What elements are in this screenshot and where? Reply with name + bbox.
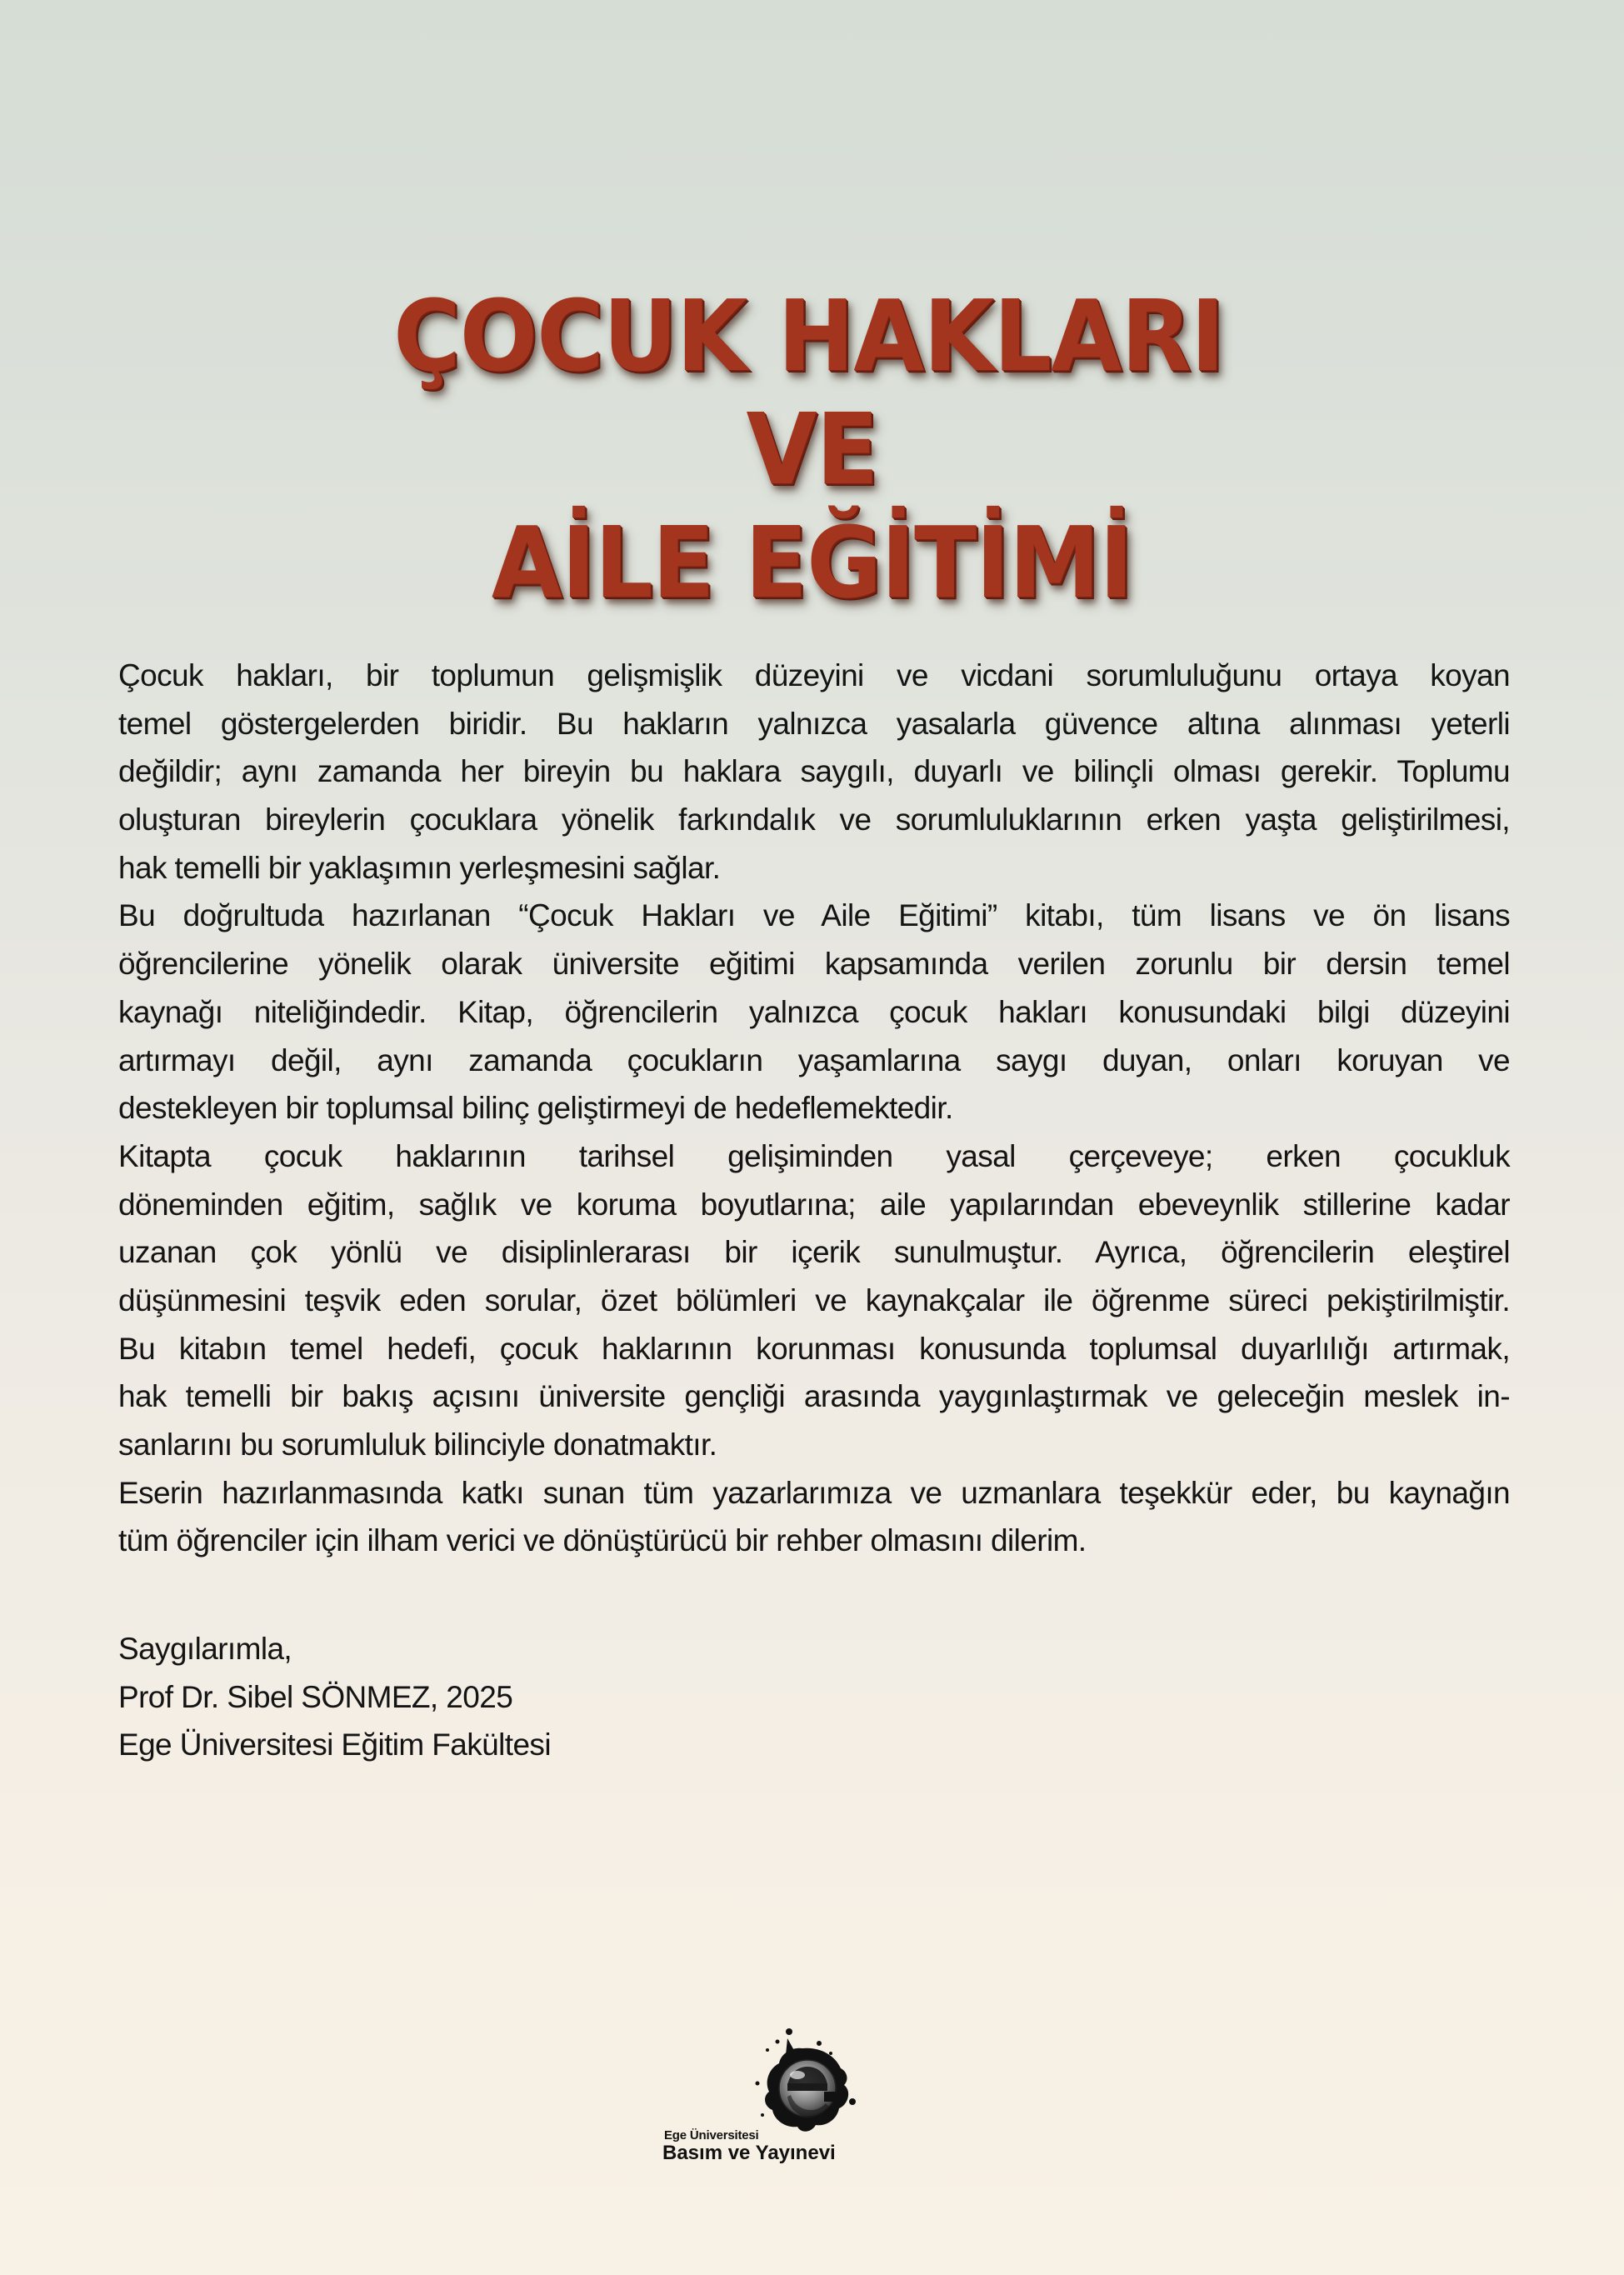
text-line: oluşturan bireylerin çocuklara yönelik farkındalık ve sorumluluklarının erken yaşta geliştirilmesi, — [118, 802, 1510, 838]
book-title — [0, 279, 1624, 619]
text-line: Eserin hazırlanmasında katkı sunan tüm yazarlarımıza ve uzmanlara teşekkür eder, bu kaynağın — [118, 1475, 1510, 1510]
title-line-2: VE — [746, 392, 878, 507]
foreword-body — [118, 652, 1510, 1565]
text-line: Çocuk hakları, bir toplumun gelişmişlik düzeyini ve vicdani sorumluluğunu ortaya koyan — [118, 658, 1510, 692]
paragraph-3 — [118, 1132, 1510, 1325]
text-line: hak temelli bir bakış açısını üniversite gençliği arasında yaygınlaştırmak ve geleceğin meslek in- — [118, 1379, 1510, 1414]
text-line: döneminden eğitim, sağlık ve koruma boyutlarına; aile yapılarından ebeveynlik stillerine kadar — [118, 1187, 1510, 1222]
title-line-3: AİLE EĞİTİMİ — [491, 505, 1133, 620]
text-line: kaynağı niteliğindedir. Kitap, öğrencilerin yalnızca çocuk hakları konusundaki bilgi düzeyini — [118, 994, 1510, 1029]
text-line: hak temelli bir yaklaşımın yerleşmesini sağlar. — [118, 850, 721, 885]
paragraph-4 — [118, 1325, 1510, 1469]
text-line: Kitapta çocuk haklarının tarihsel gelişiminden yasal çerçeveye; erken çocukluk — [118, 1138, 1510, 1173]
text-line: Bu doğrultuda hazırlanan “Çocuk Hakları ve Aile Eğitimi” kitabı, tüm lisans ve ön lisans — [118, 898, 1510, 933]
text-line: sanlarını bu sorumluluk bilinciyle donatmaktır. — [118, 1428, 717, 1462]
text-line: düşünmesini teşvik eden sorular, özet bölümleri ve kaynakçalar ile öğrenme süreci pekiştirilmiştir. — [118, 1282, 1510, 1318]
text-line: destekleyen bir toplumsal bilinç geliştirmeyi de hedeflemektedir. — [118, 1091, 953, 1126]
text-line: öğrencilerine yönelik olarak üniversite eğitimi kapsamında verilen zorunlu bir dersin temel — [118, 947, 1510, 982]
text-line: temel göstergelerden biridir. Bu hakların yalnızca yasalarla güvence altına alınması yeterli — [118, 706, 1510, 741]
paragraph-1 — [118, 652, 1510, 892]
closing-salutation: Saygılarımla, — [118, 1632, 292, 1666]
publisher-university-name: Ege Üniversitesi — [664, 2128, 759, 2142]
author-name: Prof Dr. Sibel SÖNMEZ, 2025 — [118, 1679, 513, 1714]
ink-splash-e-icon — [737, 2025, 862, 2142]
text-line: uzanan çok yönlü ve disiplinlerarası bir içerik sunulmuştur. Ayrıca, öğrencilerin eleştirel — [118, 1235, 1510, 1270]
signature-block — [118, 1625, 551, 1769]
author-affiliation: Ege Üniversitesi Eğitim Fakültesi — [118, 1728, 551, 1762]
publisher-name: Basım ve Yayınevi — [662, 2142, 836, 2164]
text-line: artırmayı değil, aynı zamanda çocukların yaşamlarına saygı duyan, onları koruyan ve — [118, 1042, 1510, 1078]
text-line: Bu kitabın temel hedefi, çocuk haklarının korunması konusunda toplumsal duyarlılığı artırmak, — [118, 1331, 1510, 1366]
publisher-logo — [658, 2017, 875, 2167]
text-line: değildir; aynı zamanda her bireyin bu haklara saygılı, duyarlı ve bilinçli olması gerekir. Toplumu — [118, 754, 1510, 789]
title-line-1: ÇOCUK HAKLARI — [393, 278, 1224, 393]
text-line: tüm öğrenciler için ilham verici ve dönüştürücü bir rehber olmasını dilerim. — [118, 1523, 1087, 1558]
paragraph-5 — [118, 1469, 1510, 1565]
paragraph-2 — [118, 892, 1510, 1132]
